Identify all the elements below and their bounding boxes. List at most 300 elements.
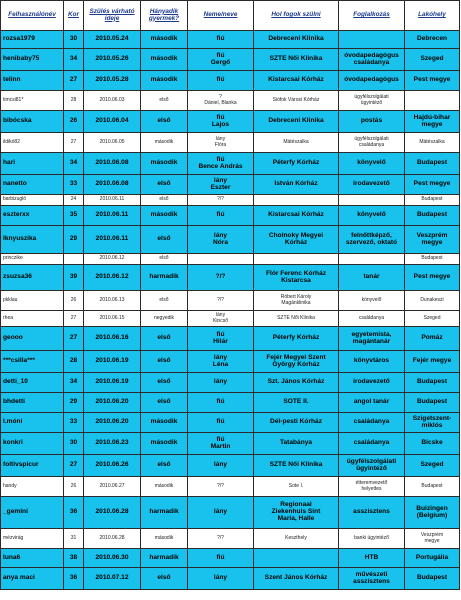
cell-text: második	[150, 418, 178, 426]
table-cell	[405, 477, 460, 497]
table-cell	[1, 153, 64, 175]
table-cell	[254, 153, 339, 175]
table-cell	[141, 71, 188, 91]
table-cell	[339, 311, 405, 327]
cell-text: Veszprém megye	[416, 231, 448, 246]
cell-text: angol tanár	[353, 398, 390, 406]
table-cell	[1, 91, 64, 111]
table-cell	[64, 265, 84, 291]
cell-text: 26	[70, 482, 77, 489]
table-cell	[84, 291, 141, 311]
table-cell	[141, 529, 188, 549]
table-cell	[141, 393, 188, 413]
cell-text: ***csilla***	[3, 357, 35, 365]
cell-text: 2010.06.26	[95, 461, 129, 469]
table-cell	[188, 393, 254, 413]
cell-text: Portugália	[415, 553, 449, 561]
table-row	[1, 91, 460, 111]
table-cell	[141, 91, 188, 111]
table-cell	[405, 291, 460, 311]
cell-text: 34	[69, 55, 78, 63]
table-cell	[64, 549, 84, 568]
cell-text: SZTE Női Klinika	[269, 55, 323, 63]
table-cell	[64, 327, 84, 351]
header-residence: Lakóhely	[405, 1, 460, 31]
cell-text: első	[157, 574, 171, 582]
table-cell	[141, 226, 188, 254]
cell-text: 2010.06.20	[95, 398, 129, 406]
cell-text: 31	[70, 534, 77, 541]
cell-text: hari	[3, 159, 16, 167]
table-cell	[339, 568, 405, 590]
table-row	[1, 291, 460, 311]
table-cell	[254, 568, 339, 590]
table-cell	[64, 373, 84, 393]
table-cell	[1, 111, 64, 133]
table-cell	[1, 31, 64, 49]
cell-text: lány	[213, 461, 228, 469]
cell-text: geooo	[3, 334, 23, 342]
table-cell	[188, 111, 254, 133]
table-cell	[405, 133, 460, 153]
table-cell	[84, 327, 141, 351]
cell-text: 34	[69, 159, 78, 167]
table-cell	[1, 413, 64, 433]
cell-text: fiú Bence András	[198, 155, 243, 170]
cell-text: 2010.06.12	[99, 255, 125, 262]
cell-text: ügyfélszolgálati ügyintéző	[354, 94, 389, 106]
cell-text: 30	[69, 35, 78, 43]
table-cell	[64, 91, 84, 111]
cell-text: 2010.06.11	[95, 211, 129, 219]
cell-text: 2010.06.19	[95, 378, 129, 386]
cell-text: Pomáz	[421, 334, 443, 342]
table-cell	[339, 133, 405, 153]
cell-text: asszisztens	[353, 508, 390, 516]
cell-text: lány Léna	[212, 353, 229, 368]
table-cell	[1, 529, 64, 549]
table-cell	[84, 111, 141, 133]
cell-text: 2010.07.12	[95, 574, 129, 582]
cell-text: luna6	[3, 553, 21, 561]
table-cell	[405, 455, 460, 477]
table-cell	[84, 477, 141, 497]
cell-text: HTB	[364, 553, 379, 561]
header-sex-name: Neme/neve	[188, 1, 254, 31]
cell-text: 2010.06.11	[99, 196, 125, 203]
table-cell	[1, 49, 64, 71]
cell-text: 27	[69, 461, 78, 469]
cell-text: SOTE II.	[283, 398, 309, 406]
table-cell	[405, 175, 460, 195]
table-cell	[84, 49, 141, 71]
cell-text: első	[157, 461, 171, 469]
table-cell	[339, 71, 405, 91]
table-cell	[1, 291, 64, 311]
cell-text: Róbert Károly Magánklinika	[280, 294, 312, 306]
table-cell	[1, 265, 64, 291]
table-cell	[405, 265, 460, 291]
table-cell	[1, 351, 64, 373]
table-cell	[64, 226, 84, 254]
cell-text: könyvelő	[357, 211, 386, 219]
cell-text: fiú Lajos	[211, 113, 230, 128]
table-cell	[64, 413, 84, 433]
header-child-number: Hányadik gyermek?	[141, 1, 188, 31]
cell-text: Szent János Kórház	[264, 574, 328, 582]
table-row	[1, 206, 460, 226]
table-cell	[84, 71, 141, 91]
cell-text: ?/?	[217, 482, 224, 489]
table-cell	[1, 133, 64, 153]
table-cell	[1, 393, 64, 413]
cell-text: Debreceni Klinika	[268, 35, 324, 43]
cell-text: egyetemista, magántanár	[351, 330, 392, 345]
cell-text: Budapest	[421, 482, 443, 489]
table-cell	[64, 311, 84, 327]
table-cell	[64, 455, 84, 477]
table-cell	[188, 31, 254, 49]
cell-text: Fejér Megyei Szent György Kórház	[266, 353, 326, 368]
table-cell	[254, 133, 339, 153]
cell-text: anya maci	[3, 574, 35, 582]
table-cell	[339, 254, 405, 265]
table-row	[1, 153, 460, 175]
cell-text: Siófok Városi Kórház	[272, 96, 320, 103]
table-body	[1, 31, 460, 590]
table-cell	[1, 549, 64, 568]
cell-text: 26	[70, 296, 77, 303]
table-cell	[405, 549, 460, 568]
table-cell	[188, 206, 254, 226]
table-cell	[405, 91, 460, 111]
table-cell	[84, 265, 141, 291]
table-cell	[188, 254, 254, 265]
cell-text: második	[150, 55, 178, 63]
cell-text: 2010.06.30	[95, 553, 129, 561]
cell-text: ?/?	[217, 296, 224, 303]
cell-text: ?/?	[217, 196, 224, 203]
table-cell	[254, 497, 339, 529]
cell-text: handy	[3, 482, 17, 489]
table-cell	[339, 529, 405, 549]
cell-text: Buizingen (Belgium)	[416, 504, 448, 519]
table-cell	[84, 175, 141, 195]
table-cell	[84, 568, 141, 590]
table-cell	[84, 133, 141, 153]
cell-text: Budapest	[416, 378, 448, 386]
table-cell	[188, 549, 254, 568]
table-cell	[254, 226, 339, 254]
table-row	[1, 351, 460, 373]
table-cell	[405, 111, 460, 133]
table-row	[1, 393, 460, 413]
table-cell	[64, 31, 84, 49]
table-cell	[64, 195, 84, 206]
cell-text: első	[157, 180, 171, 188]
table-cell	[254, 111, 339, 133]
table-row	[1, 529, 460, 549]
table-cell	[141, 111, 188, 133]
table-cell	[188, 195, 254, 206]
table-cell	[64, 529, 84, 549]
table-cell	[339, 206, 405, 226]
cell-text: Pest megye	[413, 273, 451, 281]
cell-text: Pest megye	[413, 76, 451, 84]
cell-text: 2010.06.23	[95, 439, 129, 447]
table-cell	[254, 311, 339, 327]
table-cell	[141, 265, 188, 291]
table-cell	[339, 497, 405, 529]
cell-text: 33	[69, 418, 78, 426]
cell-text: első	[159, 255, 169, 262]
table-cell	[1, 71, 64, 91]
table-row	[1, 195, 460, 206]
table-cell	[64, 71, 84, 91]
cell-text: lány Kincső	[212, 312, 228, 324]
table-cell	[84, 549, 141, 568]
cell-text: harmadik	[149, 508, 179, 516]
cell-text: étteremvezető helyettes	[355, 480, 388, 492]
cell-text: 39	[69, 273, 78, 281]
table-cell	[254, 373, 339, 393]
table-cell	[141, 455, 188, 477]
table-cell	[339, 477, 405, 497]
cell-text: Tatabánya	[279, 439, 313, 447]
table-row	[1, 71, 460, 91]
cell-text: 24	[70, 196, 77, 203]
cell-text: családanya	[353, 418, 390, 426]
table-cell	[84, 254, 141, 265]
cell-text: pkklau	[3, 296, 18, 303]
cell-text: 34	[69, 378, 78, 386]
cell-text: ? Dániel, Blanka	[204, 94, 237, 106]
cell-text: első	[157, 398, 171, 406]
table-cell	[339, 413, 405, 433]
cell-text: 30	[69, 439, 78, 447]
table-cell	[84, 153, 141, 175]
cell-text: ügyfélszolgálati családanya	[354, 136, 389, 148]
cell-text: 2010.06.20	[95, 418, 129, 426]
cell-text: első	[157, 357, 171, 365]
table-row	[1, 175, 460, 195]
cell-text: Dél-pesti Kórház	[269, 418, 323, 426]
cell-text: első	[157, 378, 171, 386]
cell-text: Szeged	[420, 461, 444, 469]
table-cell	[188, 226, 254, 254]
cell-text: fiú Gergő	[210, 51, 231, 66]
table-cell	[1, 254, 64, 265]
table-cell	[339, 31, 405, 49]
cell-text: princzike	[3, 255, 23, 262]
cell-text: családanya	[353, 439, 390, 447]
table-cell	[405, 497, 460, 529]
cell-text: Kistarcsai Kórház	[268, 211, 324, 219]
table-cell	[254, 206, 339, 226]
cell-text: Cholnoky Megyei Kórház	[268, 231, 324, 246]
cell-text: nanetto	[3, 180, 27, 188]
cell-text: István Kórház	[274, 180, 318, 188]
table-cell	[141, 433, 188, 455]
cell-text: második	[150, 76, 178, 84]
cell-text: Szeged	[423, 314, 441, 321]
cell-text: 29	[69, 235, 78, 243]
cell-text: lány	[213, 508, 228, 516]
table-cell	[254, 433, 339, 455]
cell-text: bhdetti	[3, 398, 25, 406]
cell-text: Mátészalka	[419, 138, 445, 145]
cell-text: második	[150, 159, 178, 167]
table-cell	[141, 175, 188, 195]
cell-text: fiú	[216, 35, 225, 43]
table-cell	[188, 433, 254, 455]
cell-text: Budapest	[416, 574, 448, 582]
table-cell	[405, 393, 460, 413]
table-cell	[64, 49, 84, 71]
cell-text: mézvirág	[3, 534, 24, 541]
cell-text: 2010.06.08	[95, 180, 129, 188]
table-cell	[1, 311, 64, 327]
table-cell	[141, 195, 188, 206]
cell-text: Flór Ferenc Kórház Kistarcsa	[265, 269, 327, 284]
table-row	[1, 433, 460, 455]
table-cell	[339, 455, 405, 477]
table-cell	[188, 265, 254, 291]
table-row	[1, 497, 460, 529]
table-cell	[141, 49, 188, 71]
table-row	[1, 49, 460, 71]
table-cell	[188, 413, 254, 433]
table-cell	[84, 393, 141, 413]
header-username: Felhasználónév	[1, 1, 64, 31]
table-cell	[64, 111, 84, 133]
cell-text: első	[157, 334, 171, 342]
table-cell	[405, 433, 460, 455]
cell-text: első	[159, 96, 169, 103]
table-cell	[84, 497, 141, 529]
table-cell	[254, 455, 339, 477]
cell-text: óvodapedagógus	[344, 76, 399, 84]
cell-text: első	[159, 296, 169, 303]
table-cell	[405, 31, 460, 49]
table-cell	[339, 549, 405, 568]
table-cell	[254, 91, 339, 111]
table-cell	[1, 568, 64, 590]
table-cell	[188, 311, 254, 327]
table-cell	[1, 175, 64, 195]
cell-text: Szigetszent- miklós	[412, 414, 452, 429]
cell-text: fiú Hilár	[213, 330, 228, 345]
cell-text: ?/?	[215, 273, 226, 281]
cell-text: 26	[69, 117, 78, 125]
table-cell	[339, 91, 405, 111]
table-cell	[188, 291, 254, 311]
cell-text: 2010.06.16	[95, 334, 129, 342]
cell-text: 2010.06.13	[99, 296, 125, 303]
cell-text: harmadik	[149, 553, 179, 561]
table-cell	[84, 226, 141, 254]
table-cell	[141, 549, 188, 568]
cell-text: 2010.06.05	[99, 138, 125, 145]
cell-text: konkri	[3, 439, 23, 447]
table-cell	[84, 91, 141, 111]
cell-text: Regionaal Ziekenhuis Sint Maria, Halle	[271, 501, 321, 522]
table-cell	[64, 133, 84, 153]
cell-text: első	[159, 196, 169, 203]
cell-text: családanya	[358, 314, 385, 321]
table-cell	[1, 327, 64, 351]
cell-text: timcsi81*	[3, 96, 24, 103]
table-cell	[1, 206, 64, 226]
table-cell	[84, 413, 141, 433]
cell-text: Kistarcsai Kórház	[268, 76, 324, 84]
cell-text: negyedik	[153, 314, 174, 321]
table-cell	[84, 206, 141, 226]
table-cell	[254, 49, 339, 71]
table-cell	[84, 195, 141, 206]
table-cell	[141, 311, 188, 327]
cell-text: Szt. János Kórház	[267, 378, 325, 386]
cell-text: eszterxx	[3, 211, 30, 219]
cell-text: Budapest	[416, 159, 448, 167]
table-cell	[254, 254, 339, 265]
table-cell	[84, 529, 141, 549]
table-cell	[141, 413, 188, 433]
table-cell	[254, 327, 339, 351]
cell-text: óvodapedagógus családanya	[344, 51, 399, 66]
table-cell	[405, 327, 460, 351]
cell-text: könyvelő	[361, 296, 382, 303]
cell-text: Péterfy Kórház	[272, 334, 320, 342]
cell-text: 27	[70, 314, 77, 321]
cell-text: 28	[70, 96, 77, 103]
cell-text: 28	[69, 357, 78, 365]
table-cell	[141, 254, 188, 265]
table-cell	[405, 49, 460, 71]
table-cell	[339, 327, 405, 351]
table-cell	[254, 393, 339, 413]
cell-text: fiú	[216, 418, 225, 426]
table-cell	[405, 529, 460, 549]
cell-text: lknyuszika	[3, 235, 37, 243]
cell-text: művészeti asszisztens	[353, 570, 390, 585]
cell-text: 2010.05.26	[95, 55, 129, 63]
table-cell	[141, 206, 188, 226]
table-row	[1, 327, 460, 351]
table-cell	[64, 175, 84, 195]
cell-text: Dunakeszi	[420, 296, 444, 303]
table-cell	[339, 226, 405, 254]
table-cell	[188, 497, 254, 529]
table-cell	[84, 351, 141, 373]
cell-text: 38	[69, 553, 78, 561]
table-row	[1, 254, 460, 265]
cell-text: 36	[69, 574, 78, 582]
table-cell	[339, 433, 405, 455]
cell-text: SZTE Női Klinika	[269, 461, 323, 469]
table-cell	[339, 351, 405, 373]
table-row	[1, 265, 460, 291]
table-row	[1, 455, 460, 477]
table-cell	[1, 455, 64, 477]
table-cell	[405, 351, 460, 373]
cell-text: 2010.06.12	[95, 273, 129, 281]
cell-text: könyvtáros	[353, 357, 390, 365]
cell-text: könyvelő	[357, 159, 386, 167]
table-cell	[188, 153, 254, 175]
cell-text: Péterfy Kórház	[272, 159, 320, 167]
cell-text: barbizugló	[3, 196, 27, 203]
